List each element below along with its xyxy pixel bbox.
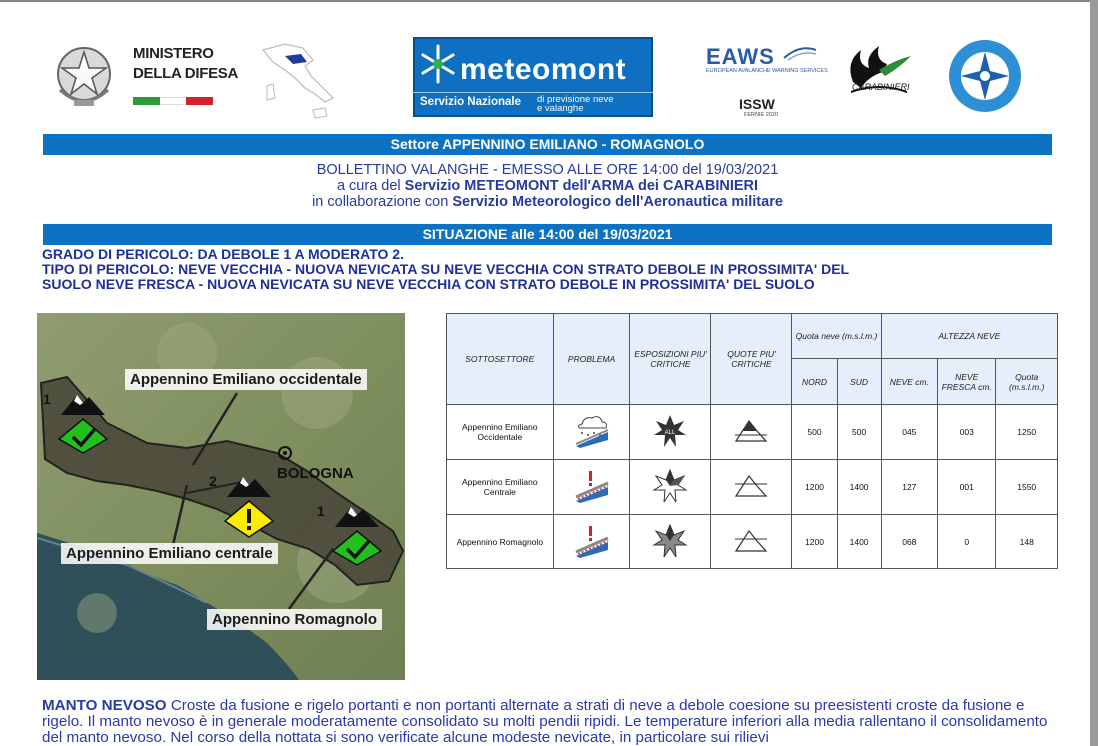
weak-layer-problem-icon xyxy=(572,469,612,503)
problem-cell xyxy=(553,460,630,515)
bulletin-collaboration: in collaborazione con Servizio Meteorologico dell'Aeronautica militare xyxy=(312,194,783,210)
issw-logo: ISSW xyxy=(739,96,775,112)
danger-summary xyxy=(42,247,1032,292)
neve-cell: 068 xyxy=(881,515,937,569)
col-esposizioni: ESPOSIZIONI PIU' CRITICHE xyxy=(630,314,711,405)
col-sottosettore: SOTTOSETTORE xyxy=(447,314,554,405)
italy-map-icon xyxy=(255,40,339,120)
fresca-cell: 001 xyxy=(938,460,996,515)
sud-cell: 1400 xyxy=(837,460,881,515)
ministero-line1: MINISTERO xyxy=(133,45,214,62)
ministero-line2: DELLA DIFESA xyxy=(133,65,239,82)
republic-emblem-icon xyxy=(48,40,120,112)
weak-layer-problem-icon xyxy=(572,524,612,558)
col-problema: PROBLEMA xyxy=(553,314,630,405)
problem-cell xyxy=(553,405,630,460)
col-nord: NORD xyxy=(792,359,837,405)
danger-icon-centrale xyxy=(209,473,275,539)
neve-cell: 045 xyxy=(881,405,937,460)
regional-danger-map xyxy=(37,313,405,680)
altitude-cell xyxy=(711,405,792,460)
meteomont-service-sub: di previsione neve e valanghe xyxy=(537,94,614,114)
fresca-cell: 0 xyxy=(938,515,996,569)
neve-cell: 127 xyxy=(881,460,937,515)
issw-subtitle: FERNIE 2020 xyxy=(744,112,778,118)
danger-level-centrale: 2 xyxy=(209,473,217,489)
danger-level-1-icon xyxy=(57,391,109,455)
carabinieri-label: CARABINIERI xyxy=(852,82,910,92)
nord-cell: 1200 xyxy=(792,515,837,569)
exposure-rose-icon xyxy=(652,413,688,449)
critical-altitude-icon xyxy=(733,527,769,555)
col-altezza-neve: ALTEZZA NEVE xyxy=(881,314,1057,359)
altitude-cell xyxy=(711,460,792,515)
exposure-rose-icon xyxy=(652,468,688,504)
map-label-centrale: Appennino Emiliano centrale xyxy=(61,543,278,564)
meteomont-wordmark: meteomont xyxy=(460,53,627,86)
eaws-swoosh-icon xyxy=(782,42,818,62)
eaws-subtitle: EUROPEAN AVALANCHE WARNING SERVICES xyxy=(706,68,828,74)
viewer-scrollbar[interactable] xyxy=(1090,0,1098,746)
col-sud: SUD xyxy=(837,359,881,405)
map-label-romagnolo: Appennino Romagnolo xyxy=(207,609,382,630)
quota-cell: 148 xyxy=(996,515,1058,569)
exposure-cell xyxy=(630,515,711,569)
exposure-rose-icon xyxy=(652,523,688,559)
meteomont-service: Servizio Nazionale xyxy=(420,96,521,108)
col-neve-cm: NEVE cm. xyxy=(881,359,937,405)
row-name: Appennino Romagnolo xyxy=(447,515,554,569)
sector-data-table xyxy=(446,313,1056,568)
fresca-cell: 003 xyxy=(938,405,996,460)
snowflake-icon xyxy=(418,42,458,86)
sud-cell: 1400 xyxy=(837,515,881,569)
danger-icon-occidentale xyxy=(43,391,109,455)
danger-type-line1: TIPO DI PERICOLO: NEVE VECCHIA - NUOVA NEVICATA SU NEVE VECCHIA CON STRATO DEBOLE IN PROSSIMITA' DEL xyxy=(42,261,850,277)
critical-altitude-icon xyxy=(733,417,769,445)
sector-band: Settore APPENNINO EMILIANO - ROMAGNOLO xyxy=(43,134,1052,155)
nord-cell: 500 xyxy=(792,405,837,460)
italian-flag-stripe xyxy=(133,97,213,105)
danger-type-line2: SUOLO NEVE FRESCA - NUOVA NEVICATA SU NEVE VECCHIA CON STRATO DEBOLE IN PROSSIMITA' DEL SUOLO xyxy=(42,276,815,292)
manto-nevoso-label: MANTO NEVOSO xyxy=(42,697,167,714)
manto-nevoso-text: Croste da fusione e rigelo portanti e non portanti alternate a strati di neve a debole coesione su preesistenti croste da fusione e rigelo. Il manto nevoso è in generale moderatamente consolidato su molti pendii ripidi. Le temperature inferiori alla media rallentano il consolidamento del manto nevoso. Nel corso della nottata si sono verificate alcune modeste nevicate, in particolare sui rilievi xyxy=(42,697,1048,746)
altitude-cell xyxy=(711,515,792,569)
col-quote: QUOTE PIU' CRITICHE xyxy=(711,314,792,405)
col-quota-neve: Quota neve (m.s.l.m.) xyxy=(792,314,881,359)
page-top-border xyxy=(0,0,1098,2)
aeronautica-meteo-icon xyxy=(947,38,1023,114)
row-name: Appennino Emiliano Centrale xyxy=(447,460,554,515)
table-row xyxy=(447,405,1058,460)
critical-altitude-icon xyxy=(733,472,769,500)
map-label-occidentale: Appennino Emiliano occidentale xyxy=(125,369,367,390)
quota-cell: 1250 xyxy=(996,405,1058,460)
carabinieri-flame-icon xyxy=(839,42,914,102)
danger-level-2-icon xyxy=(223,473,275,539)
map-label-bologna: BOLOGNA xyxy=(277,465,354,482)
meteomont-divider xyxy=(413,92,653,93)
danger-grade: GRADO DI PERICOLO: DA DEBOLE 1 A MODERATO 2. xyxy=(42,246,404,262)
table-row xyxy=(447,460,1058,515)
col-neve-fresca: NEVE FRESCA cm. xyxy=(938,359,996,405)
row-name: Appennino Emiliano Occidentale xyxy=(447,405,554,460)
nord-cell: 1200 xyxy=(792,460,837,515)
exposure-all-label: ALL xyxy=(665,430,676,436)
bulletin-title: BOLLETTINO VALANGHE - EMESSO ALLE ORE 14:00 del 19/03/2021 xyxy=(316,162,779,178)
col-quota: Quota (m.s.l.m.) xyxy=(996,359,1058,405)
situation-band: SITUAZIONE alle 14:00 del 19/03/2021 xyxy=(43,224,1052,245)
exposure-cell xyxy=(630,405,711,460)
ministero-difesa-label xyxy=(133,44,238,84)
eaws-logo: EAWS xyxy=(706,44,775,69)
danger-icon-romagnolo xyxy=(317,503,383,567)
new-snow-problem-icon xyxy=(572,414,612,448)
table-row xyxy=(447,515,1058,569)
danger-level-romagnolo: 1 xyxy=(317,503,325,519)
quota-cell: 1550 xyxy=(996,460,1058,515)
manto-nevoso-paragraph xyxy=(42,698,1060,746)
problem-cell xyxy=(553,515,630,569)
danger-level-occidentale: 1 xyxy=(43,391,51,407)
bulletin-author: a cura del Servizio METEOMONT dell'ARMA dei CARABINIERI xyxy=(336,178,759,194)
sud-cell: 500 xyxy=(837,405,881,460)
exposure-cell xyxy=(630,460,711,515)
danger-level-1-icon xyxy=(331,503,383,567)
